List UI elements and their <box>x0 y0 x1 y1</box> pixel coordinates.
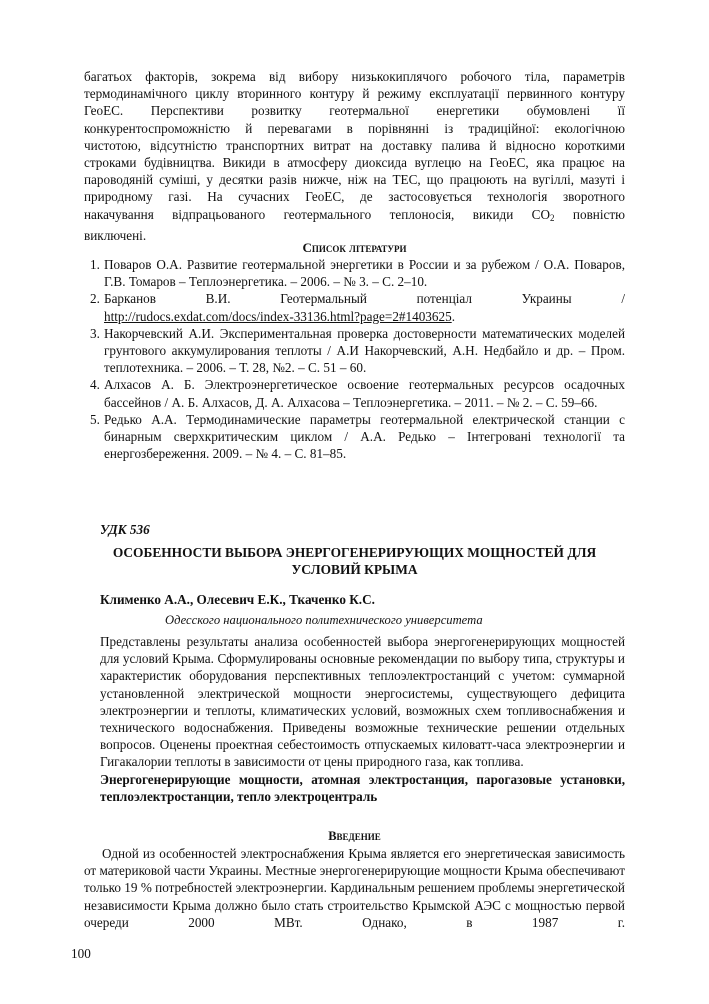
keywords-text: Энергогенерирующие мощности, атомная электростанция, парогазовые установки, теплоэлектростанции, тепло электроцентраль <box>100 771 625 804</box>
reference-link[interactable]: http://rudocs.exdat.com/docs/index-33136.html?page=2#1403625 <box>104 308 452 324</box>
co2-after: повністю <box>554 206 625 222</box>
intro-text: Одной из особенностей электроснабжения Крыма является его энергетическая зависимость от материковой части Украины. Местные энергогенерирующие мощности Крыма обеспечивают только 19 % потребностей электроэнергии. Кардинальным решением проблемы энергетической независимости Крыма должно было стать строительство Крымской АЭС с мощностью первой очереди 2000 МВт. Однако, в 1987 г. <box>84 846 625 930</box>
text-line: чистотою, відсутністю транспортних витрат на доставку палива й відносно короткими <box>84 137 625 153</box>
text-line: багатьох факторів, зокрема від вибору низькокиплячого робочого тіла, параметрів <box>84 69 625 84</box>
intro-heading: Введение <box>328 829 381 843</box>
abstract-text: Представлены результаты анализа особенностей выбора энергогенерирующих мощностей для условий Крыма. Сформулированы основные рекомендации по выбору типа, структуры и характеристик оборудования перспективных теплоэлектростанций с учетом: суммарной установленной электрической мощности энергосистемы, существующего дефицита электроэнергии и теплоты, климатических условий, возможных схем топливоснабжения и технического водоснабжения. Приведены возможные технические решении отдельных вопросов. Оценены проектная себестоимость отпускаемых киловатт-часа электроэнергии и Гигакалории теплоты в зависимости от цены природного газа, как топлива. <box>100 634 625 770</box>
article-authors: Клименко А.А., Олесевич Е.К., Ткаченко К.С. <box>100 592 375 607</box>
page-number: 100 <box>71 946 91 961</box>
abstract-block <box>100 633 625 805</box>
text-line-co2 <box>84 206 625 227</box>
reference-item <box>84 376 625 410</box>
reference-text: Алхасов А. Б. Электроэнергетическое освоение геотермальных ресурсов осадочных бассейнов / А. Б. Алхасов, Д. А. Алхасова – Теплоэнергетика. – 2011. – № 2. – С. 59–66. <box>104 377 625 410</box>
udk-code: УДК 536 <box>100 522 150 537</box>
article-title-line: ОСОБЕННОСТИ ВЫБОРА ЭНЕРГОГЕНЕРИРУЮЩИХ МОЩНОСТЕЙ ДЛЯ <box>112 545 597 560</box>
intro-block <box>84 845 625 931</box>
reference-item <box>84 256 625 290</box>
reference-text: Поваров О.А. Развитие геотермальной энергетики в России и за рубежом / О.А. Поваров, Г.В. Томаров – Теплоэнергетика. – 2006. – № 3. – С. 2–10. <box>104 257 625 290</box>
reference-item <box>84 411 625 463</box>
reference-text: Редько А.А. Термодинамические параметры геотермальной електрической станции с бинарным сверхкритическим циклом / А.А. Редько – Інтегровані технології та енергозбереження. 2009. – № 4. – С. 81–85. <box>104 411 625 462</box>
references-section <box>84 237 625 462</box>
text-line: пароводяній суміші, у десятки разів нижче, ніж на ТЕС, що працюють на вугіллі, мазуті і <box>84 172 625 188</box>
text-line: ГеоЕС. Перспективи розвитку геотермальної енергетики обумовлені її <box>84 103 625 119</box>
reference-number: 5. <box>90 411 100 427</box>
article-title-line: УСЛОВИЙ КРЫМА <box>291 562 418 577</box>
references-list <box>84 256 625 462</box>
reference-text: Накорчевский А.И. Экспериментальная проверка достоверности математических моделей грунтового аккумулирования теплоты / А.И Накорчевский, А.Н. Недбайло и др. – Пром. теплотехника. – 2006. – Т. 28, №2. – С. 51 – 60. <box>104 325 625 376</box>
co2-subscript: 2 <box>550 212 555 223</box>
text-line: термодинамічного циклу вторинного контуру й режиму експлуатації первинного контуру <box>84 86 625 102</box>
reference-number: 1. <box>90 257 100 272</box>
reference-number: 2. <box>90 291 100 307</box>
reference-item <box>84 290 625 324</box>
text-line: виключені. <box>84 227 147 243</box>
reference-number: 3. <box>90 325 100 341</box>
continued-paragraph <box>84 68 625 244</box>
reference-number: 4. <box>90 377 100 393</box>
text-line: конкурентоспроможністю й перевагами в порівнянні із традиційної: екологічною <box>84 120 625 136</box>
reference-item <box>84 325 625 377</box>
article-title <box>84 544 625 578</box>
article-affiliation: Одесского национального политехнического университета <box>165 613 483 627</box>
reference-text: Барканов В.И. Геотермальный потенціал Украины / <box>104 291 625 307</box>
reference-link-line <box>100 308 625 325</box>
text-line: природному газі. На сучасних ГеоЕС, де застосовується технологія зворотного <box>84 189 625 205</box>
text-line: строками будівництва. Викиди в атмосферу диоксида вуглецю на ГеоЕС, яка працює на <box>84 155 625 171</box>
reference-link-after: . <box>451 308 455 324</box>
references-heading: Список літератури <box>302 240 407 255</box>
co2-text: накачування відпрацьованого геотермального теплоносія, викиди CO <box>84 206 551 222</box>
